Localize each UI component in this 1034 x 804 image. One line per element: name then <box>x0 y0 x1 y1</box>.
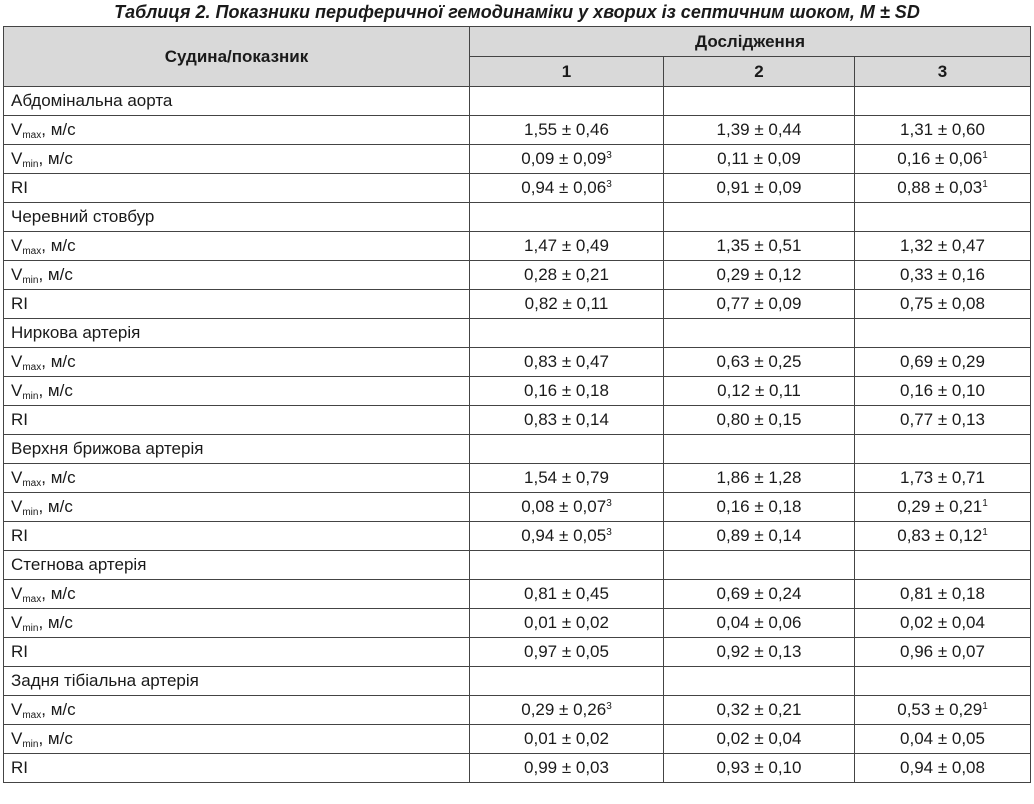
table-row <box>4 348 1031 377</box>
value-cell <box>855 493 1031 522</box>
empty-cell <box>664 203 855 232</box>
value-cell <box>470 116 664 145</box>
table-row <box>4 232 1031 261</box>
header-study-2: 2 <box>664 57 855 87</box>
indicator-label <box>4 464 470 493</box>
value-cell <box>470 696 664 725</box>
value-cell <box>470 580 664 609</box>
mean-sd-value: 0,93 ± 0,10 <box>716 758 802 777</box>
value-cell <box>470 348 664 377</box>
indicator-unit: , м/с <box>38 149 73 168</box>
empty-cell <box>664 435 855 464</box>
empty-cell <box>470 87 664 116</box>
mean-sd-value: 1,47 ± 0,49 <box>524 236 609 255</box>
value-cell <box>855 174 1031 203</box>
value-cell <box>664 232 855 261</box>
mean-sd-value: 0,32 ± 0,21 <box>716 700 802 719</box>
indicator-base: V <box>11 584 23 603</box>
significance-mark: 3 <box>606 527 612 538</box>
table-row <box>4 609 1031 638</box>
header-study-1: 1 <box>470 57 664 87</box>
indicator-base: V <box>11 265 23 284</box>
value-cell <box>855 232 1031 261</box>
indicator-subscript: max <box>22 246 42 257</box>
value-cell <box>470 290 664 319</box>
empty-cell <box>664 667 855 696</box>
table-row <box>4 725 1031 754</box>
indicator-unit: , м/с <box>38 497 73 516</box>
indicator-subscript: min <box>22 623 39 634</box>
indicator-label <box>4 377 470 406</box>
indicator-label <box>4 348 470 377</box>
value-cell <box>855 348 1031 377</box>
indicator-unit: , м/с <box>41 120 76 139</box>
group-name: Абдомінальна аорта <box>4 87 470 116</box>
value-cell <box>664 174 855 203</box>
significance-mark: 1 <box>982 701 988 712</box>
value-cell <box>470 725 664 754</box>
indicator-subscript: min <box>22 739 39 750</box>
table-caption: Таблиця 2. Показники периферичної гемодинаміки у хворих із септичним шоком, M ± SD <box>114 2 920 22</box>
indicator-label <box>4 493 470 522</box>
table-header <box>4 27 1031 87</box>
hemodynamics-table <box>3 26 1031 783</box>
empty-cell <box>664 551 855 580</box>
indicator-unit: , м/с <box>41 352 76 371</box>
header-study-3: 3 <box>855 57 1031 87</box>
significance-mark: 1 <box>982 179 988 190</box>
value-cell <box>470 522 664 551</box>
group-row <box>4 667 1031 696</box>
mean-sd-value: 0,53 ± 0,29 <box>897 700 983 719</box>
significance-mark: 3 <box>606 179 612 190</box>
value-cell <box>664 116 855 145</box>
mean-sd-value: 0,94 ± 0,06 <box>521 178 607 197</box>
indicator-unit: , м/с <box>38 381 73 400</box>
mean-sd-value: 0,01 ± 0,02 <box>524 729 609 748</box>
value-cell <box>664 464 855 493</box>
mean-sd-value: 0,08 ± 0,07 <box>521 497 607 516</box>
indicator-unit: , м/с <box>41 236 76 255</box>
mean-sd-value: 0,89 ± 0,14 <box>716 526 802 545</box>
indicator-unit: , м/с <box>41 700 76 719</box>
indicator-base: V <box>11 352 23 371</box>
value-cell <box>855 725 1031 754</box>
empty-cell <box>855 667 1031 696</box>
value-cell <box>470 464 664 493</box>
value-cell <box>664 609 855 638</box>
table-row <box>4 493 1031 522</box>
indicator-label <box>4 522 470 551</box>
indicator-subscript: max <box>22 710 42 721</box>
mean-sd-value: 0,75 ± 0,08 <box>900 294 985 313</box>
value-cell <box>855 406 1031 435</box>
indicator-base: V <box>11 149 23 168</box>
indicator-base: V <box>11 236 23 255</box>
indicator-subscript: min <box>22 275 39 286</box>
mean-sd-value: 1,55 ± 0,46 <box>524 120 609 139</box>
table-row <box>4 696 1031 725</box>
significance-mark: 1 <box>982 498 988 509</box>
indicator-label <box>4 406 470 435</box>
indicator-unit: , м/с <box>41 584 76 603</box>
mean-sd-value: 0,29 ± 0,12 <box>716 265 802 284</box>
indicator-label <box>4 290 470 319</box>
indicator-label <box>4 174 470 203</box>
table-row <box>4 638 1031 667</box>
mean-sd-value: 0,29 ± 0,21 <box>897 497 983 516</box>
group-row <box>4 551 1031 580</box>
mean-sd-value: 1,31 ± 0,60 <box>900 120 985 139</box>
indicator-label <box>4 754 470 783</box>
indicator-base: V <box>11 613 23 632</box>
value-cell <box>664 493 855 522</box>
mean-sd-value: 0,16 ± 0,18 <box>524 381 609 400</box>
value-cell <box>664 696 855 725</box>
mean-sd-value: 0,97 ± 0,05 <box>524 642 609 661</box>
indicator-base: V <box>11 468 23 487</box>
value-cell <box>664 348 855 377</box>
indicator-base: RI <box>11 410 28 429</box>
mean-sd-value: 0,12 ± 0,11 <box>717 381 801 400</box>
empty-cell <box>855 551 1031 580</box>
indicator-unit: , м/с <box>38 729 73 748</box>
value-cell <box>470 145 664 174</box>
mean-sd-value: 0,04 ± 0,06 <box>716 613 802 632</box>
mean-sd-value: 0,69 ± 0,24 <box>716 584 802 603</box>
mean-sd-value: 0,83 ± 0,14 <box>524 410 609 429</box>
group-name: Задня тібіальна артерія <box>4 667 470 696</box>
indicator-base: V <box>11 729 23 748</box>
indicator-subscript: max <box>22 362 42 373</box>
mean-sd-value: 0,16 ± 0,06 <box>897 149 983 168</box>
mean-sd-value: 0,04 ± 0,05 <box>900 729 985 748</box>
indicator-base: V <box>11 381 23 400</box>
mean-sd-value: 1,86 ± 1,28 <box>716 468 802 487</box>
value-cell <box>470 609 664 638</box>
empty-cell <box>855 203 1031 232</box>
mean-sd-value: 0,82 ± 0,11 <box>524 294 609 313</box>
indicator-unit: , м/с <box>41 468 76 487</box>
value-cell <box>470 754 664 783</box>
value-cell <box>855 638 1031 667</box>
mean-sd-value: 0,96 ± 0,07 <box>900 642 985 661</box>
value-cell <box>855 464 1031 493</box>
group-name: Ниркова артерія <box>4 319 470 348</box>
mean-sd-value: 0,88 ± 0,03 <box>897 178 983 197</box>
value-cell <box>855 290 1031 319</box>
value-cell <box>470 232 664 261</box>
mean-sd-value: 1,35 ± 0,51 <box>716 236 802 255</box>
mean-sd-value: 0,01 ± 0,02 <box>524 613 609 632</box>
indicator-label <box>4 638 470 667</box>
empty-cell <box>470 551 664 580</box>
group-name: Верхня брижова артерія <box>4 435 470 464</box>
value-cell <box>470 493 664 522</box>
indicator-subscript: min <box>22 391 39 402</box>
indicator-subscript: min <box>22 159 39 170</box>
indicator-base: RI <box>11 758 28 777</box>
significance-mark: 3 <box>606 150 612 161</box>
mean-sd-value: 0,80 ± 0,15 <box>716 410 802 429</box>
value-cell <box>855 377 1031 406</box>
value-cell <box>855 609 1031 638</box>
mean-sd-value: 0,11 ± 0,09 <box>717 149 801 168</box>
table-row <box>4 464 1031 493</box>
indicator-base: V <box>11 120 23 139</box>
table-row <box>4 754 1031 783</box>
table-row <box>4 522 1031 551</box>
empty-cell <box>855 319 1031 348</box>
indicator-unit: , м/с <box>38 265 73 284</box>
indicator-base: RI <box>11 294 28 313</box>
table-row <box>4 116 1031 145</box>
table-row <box>4 377 1031 406</box>
table-row <box>4 145 1031 174</box>
indicator-subscript: max <box>22 594 42 605</box>
mean-sd-value: 0,83 ± 0,47 <box>524 352 609 371</box>
value-cell <box>470 638 664 667</box>
mean-sd-value: 0,33 ± 0,16 <box>900 265 985 284</box>
indicator-label <box>4 609 470 638</box>
empty-cell <box>470 667 664 696</box>
indicator-unit: , м/с <box>38 613 73 632</box>
group-name: Черевний стовбур <box>4 203 470 232</box>
value-cell <box>664 725 855 754</box>
value-cell <box>664 261 855 290</box>
value-cell <box>470 174 664 203</box>
indicator-label <box>4 580 470 609</box>
value-cell <box>664 145 855 174</box>
indicator-label <box>4 696 470 725</box>
indicator-label <box>4 116 470 145</box>
mean-sd-value: 0,81 ± 0,45 <box>524 584 609 603</box>
mean-sd-value: 0,94 ± 0,05 <box>521 526 607 545</box>
value-cell <box>470 406 664 435</box>
value-cell <box>664 290 855 319</box>
table-row <box>4 290 1031 319</box>
indicator-subscript: max <box>22 478 42 489</box>
value-cell <box>664 406 855 435</box>
table-row <box>4 406 1031 435</box>
header-study: Дослідження <box>470 27 1031 57</box>
empty-cell <box>855 435 1031 464</box>
value-cell <box>855 754 1031 783</box>
significance-mark: 1 <box>982 527 988 538</box>
mean-sd-value: 0,16 ± 0,10 <box>900 381 985 400</box>
table-row <box>4 174 1031 203</box>
mean-sd-value: 1,73 ± 0,71 <box>900 468 985 487</box>
indicator-subscript: max <box>22 130 42 141</box>
mean-sd-value: 0,02 ± 0,04 <box>900 613 985 632</box>
mean-sd-value: 1,54 ± 0,79 <box>524 468 609 487</box>
value-cell <box>664 754 855 783</box>
mean-sd-value: 0,02 ± 0,04 <box>716 729 802 748</box>
value-cell <box>855 116 1031 145</box>
table-body <box>4 87 1031 783</box>
mean-sd-value: 0,94 ± 0,08 <box>900 758 985 777</box>
indicator-subscript: min <box>22 507 39 518</box>
mean-sd-value: 0,16 ± 0,18 <box>716 497 802 516</box>
value-cell <box>855 580 1031 609</box>
value-cell <box>470 377 664 406</box>
indicator-label <box>4 145 470 174</box>
mean-sd-value: 0,77 ± 0,13 <box>900 410 985 429</box>
header-vessel: Судина/показник <box>4 27 470 87</box>
significance-mark: 1 <box>982 150 988 161</box>
mean-sd-value: 0,92 ± 0,13 <box>716 642 802 661</box>
empty-cell <box>664 319 855 348</box>
mean-sd-value: 1,32 ± 0,47 <box>900 236 985 255</box>
indicator-base: V <box>11 497 23 516</box>
mean-sd-value: 1,39 ± 0,44 <box>716 120 802 139</box>
mean-sd-value: 0,81 ± 0,18 <box>900 584 985 603</box>
mean-sd-value: 0,28 ± 0,21 <box>524 265 609 284</box>
value-cell <box>664 580 855 609</box>
group-row <box>4 203 1031 232</box>
value-cell <box>664 377 855 406</box>
mean-sd-value: 0,77 ± 0,09 <box>716 294 802 313</box>
group-name: Стегнова артерія <box>4 551 470 580</box>
indicator-label <box>4 232 470 261</box>
mean-sd-value: 0,69 ± 0,29 <box>900 352 985 371</box>
empty-cell <box>664 87 855 116</box>
significance-mark: 3 <box>606 498 612 509</box>
empty-cell <box>470 435 664 464</box>
group-row <box>4 435 1031 464</box>
indicator-label <box>4 725 470 754</box>
group-row <box>4 319 1031 348</box>
mean-sd-value: 0,29 ± 0,26 <box>521 700 607 719</box>
group-row <box>4 87 1031 116</box>
mean-sd-value: 0,63 ± 0,25 <box>716 352 802 371</box>
indicator-base: RI <box>11 642 28 661</box>
table-row <box>4 580 1031 609</box>
mean-sd-value: 0,09 ± 0,09 <box>521 149 607 168</box>
value-cell <box>855 145 1031 174</box>
value-cell <box>664 638 855 667</box>
significance-mark: 3 <box>606 701 612 712</box>
mean-sd-value: 0,91 ± 0,09 <box>716 178 802 197</box>
value-cell <box>855 522 1031 551</box>
indicator-base: RI <box>11 178 28 197</box>
indicator-base: RI <box>11 526 28 545</box>
table-row <box>4 261 1031 290</box>
value-cell <box>855 696 1031 725</box>
indicator-label <box>4 261 470 290</box>
value-cell <box>470 261 664 290</box>
mean-sd-value: 0,83 ± 0,12 <box>897 526 983 545</box>
empty-cell <box>855 87 1031 116</box>
value-cell <box>664 522 855 551</box>
value-cell <box>855 261 1031 290</box>
mean-sd-value: 0,99 ± 0,03 <box>524 758 609 777</box>
empty-cell <box>470 203 664 232</box>
empty-cell <box>470 319 664 348</box>
indicator-base: V <box>11 700 23 719</box>
